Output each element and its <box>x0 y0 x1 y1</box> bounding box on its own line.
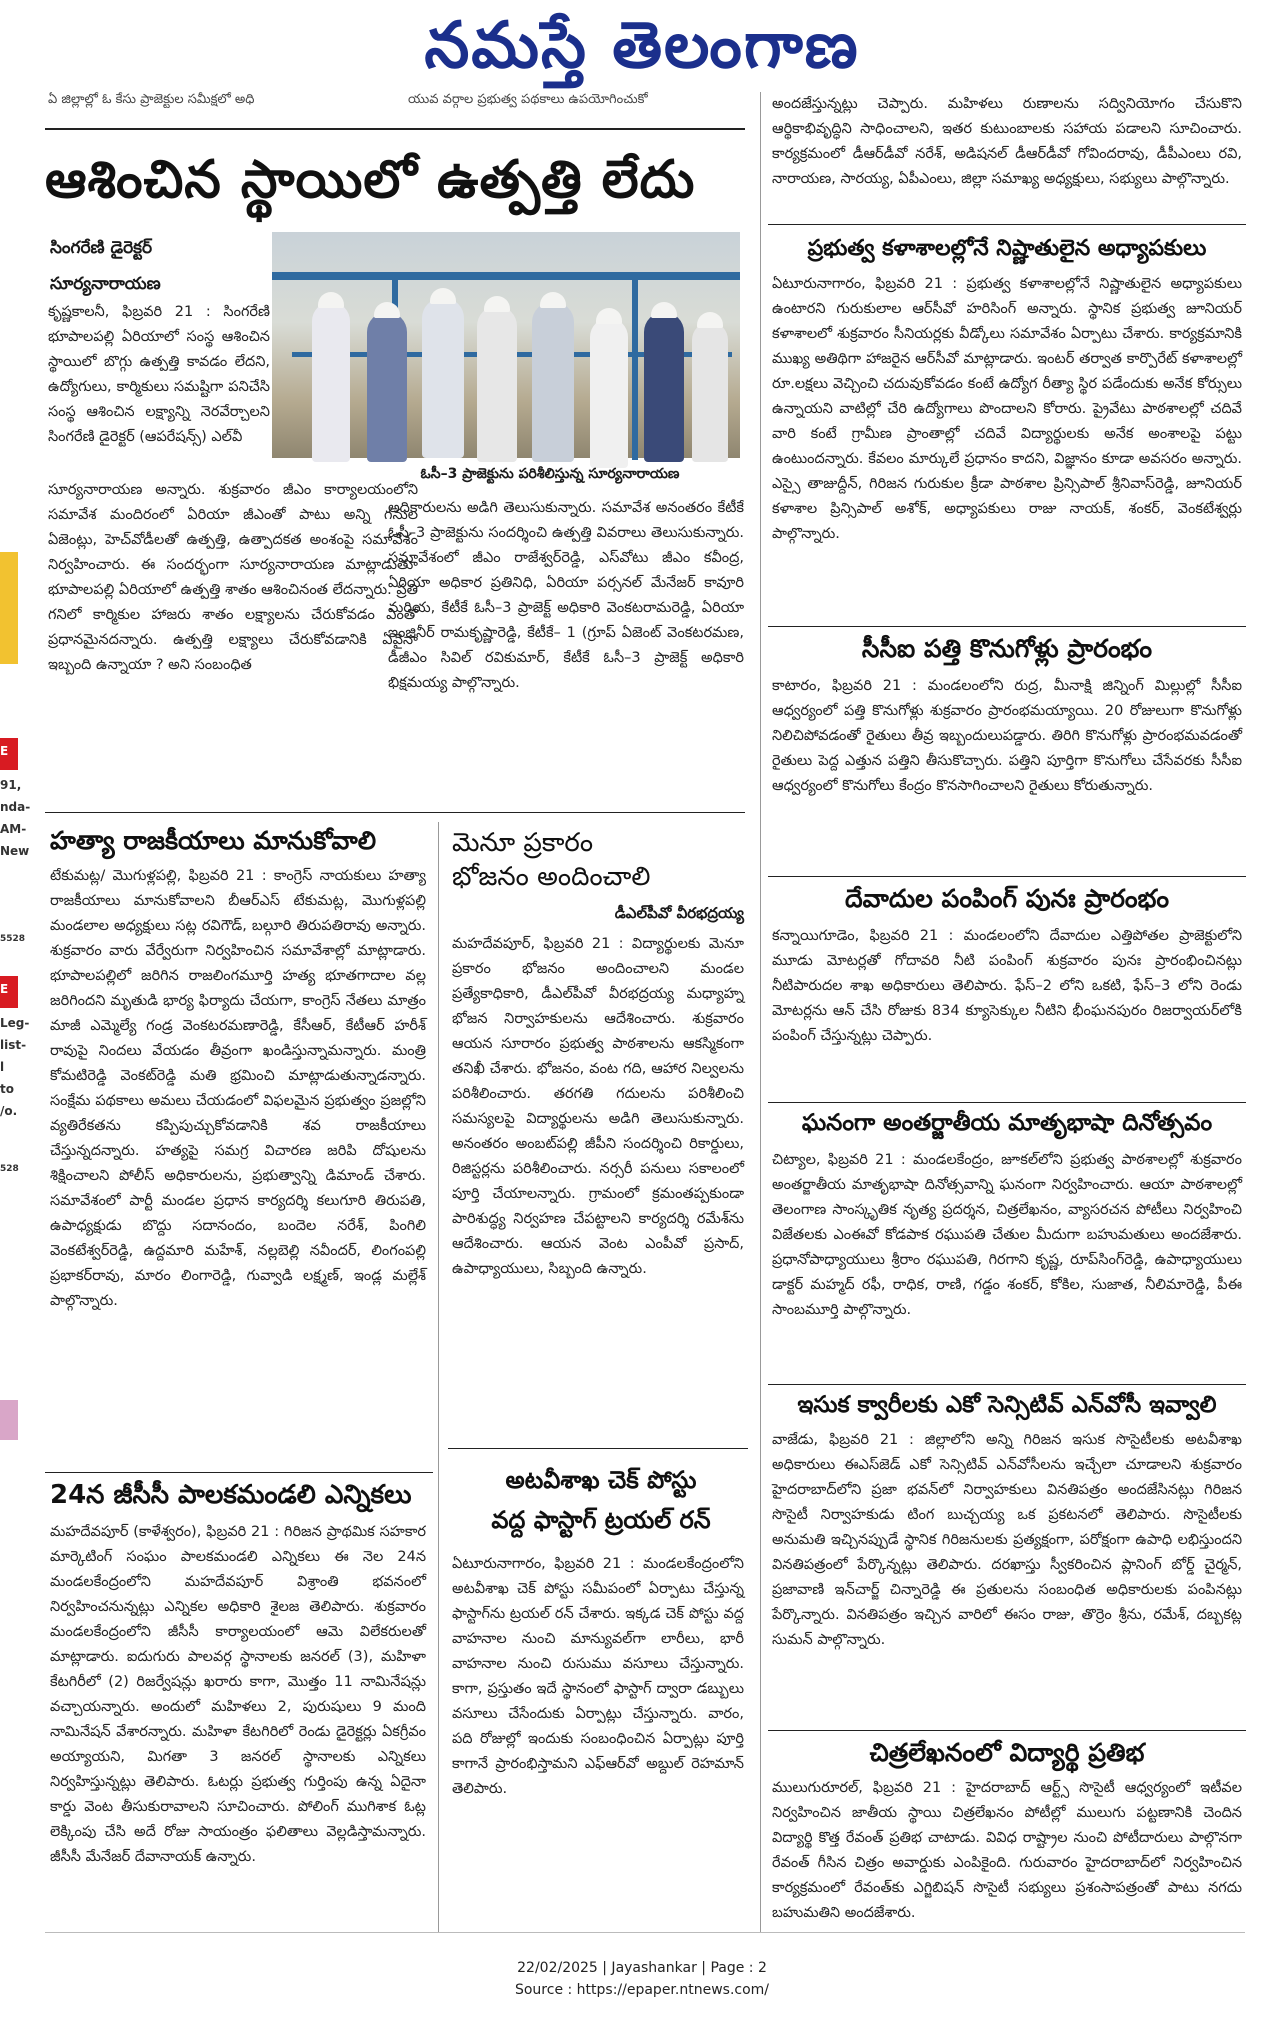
edge-number: 5528 <box>0 934 26 944</box>
lead-body-right: అధికారులను అడిగి తెలుసుకున్నారు. సమావేశ అనంతరం కేటీకే ఓసీ–3 ప్రాజెక్టును సందర్శించి ఉత్పత్తి వివరాలు తెలుసుకున్నారు. సమావేశంలో జీఎం రాజేశ్వర్‌రెడ్డి, ఎస్‌వోటు జీఎం కవీంద్ర, ఏరియా అధికార ప్రతినిధి, ఏరియా పర్సనల్ మేనేజర్ కావూరి మరియ, కేటీకే ఓసీ–3 ప్రాజెక్ట్ అధికారి వెంకటరామరెడ్డి, ఏరియా ఇంజినీర్ రామకృష్ణారెడ్డి, కేటీకే– 1 (గ్రూప్ ఏజెంట్ వెంకటరమణ, డీజీఎం సివిల్ రవికుమార్, కేటీకే ఓసీ–3 ప్రాజెక్ట్ అధికారి భిక్షమయ్య పాల్గొన్నారు. <box>388 500 744 691</box>
story-body: మహదేవపూర్ (కాళేశ్వరం), ఫిబ్రవరి 21 : గిరిజన ప్రాథమిక సహకార మార్కెటింగ్ సంఘం పాలకమండలి ఎన్నికలు ఈ నెల 24న మండలకేంద్రంలోని మహదేవపూర్ విశ్రాంతి భవనంలో నిర్వహించనున్నట్లు ఎన్నికల అధికారి శైలజ తెలిపారు. శుక్రవారం మండలకేంద్రంలోని జీసీసీ కార్యాలయంలో ఆమె విలేకరులతో మాట్లాడారు. ఐదుగురు పాలవర్గ స్థానాలకు జనరల్ (3), మహిళా కేటగిరీలో (2) రిజర్వేషన్లు ఖరారు కాగా, మొత్తం 11 నామినేషన్లు వచ్చాయన్నారు. అందులో మహిళలు 2, పురుషులు 9 మంది నామినేషన్ వేశారన్నారు. మహిళా కేటగిరిలో రెండు డైరెక్టర్లు ఏకగ్రీవం అయ్యాయని, మిగతా 3 జనరల్ స్థానాలకు ఎన్నికలు నిర్వహిస్తున్నట్లు తెలిపారు. ఓటర్లు ప్రభుత్వ గుర్తింపు ఉన్న ఏదైనా కార్డు వెంట తీసుకురావాలని సూచించారు. పోలింగ్ ముగిశాక ఓట్ల లెక్కింపు చేసి అదే రోజు సాయంత్రం ఫలితాలు వెల్లడిస్తామన్నారు. జీసీసీ మేనేజర్ దేవానాయక్ ఉన్నారు. <box>50 1524 426 1865</box>
byline-title: సింగరేణి డైరెక్టర్ <box>50 238 153 258</box>
story-body: టేకుమట్ల/ మొగుళ్లపల్లి, ఫిబ్రవరి 21 : కాంగ్రెస్ నాయకులు హత్యా రాజకీయాలు మానుకోవాలని బీఆర్‌ఎస్ టేకుమట్ల, మొగుళ్లపల్లి మండలాల అధ్యక్షులు సట్ల రవిగౌడ్, బల్గూరి తిరుపతిరావు అన్నారు. శుక్రవారం వారు వేర్వేరుగా నిర్వహించిన సమావేశాల్లో మాట్లాడారు. భూపాలపల్లిలో జరిగిన రాజలింగమూర్తి హత్య భూతగాదాల వల్ల జరిగిందని మృతుడి భార్య ఫిర్యాదు చేయగా, కాంగ్రెస్ నేతలు మాత్రం మాజీ ఎమ్మెల్యే గండ్ర వెంకటరమణారెడ్డి, కేసీఆర్, కేటీఆర్ హరీశ్ రావుపై నిందలు వేయడం తీవ్రంగా ఖండిస్తున్నామన్నారు. మంత్రి కోమటిరెడ్డి వెంకట్‌రెడ్డి మతి భ్రమించి మాట్లాడుతున్నాడన్నారు. సంక్షేమ పథకాలు అమలు చేయడంలో విఫలమైన ప్రభుత్వం ప్రజల్లోని వ్యతిరేకతను కప్పిపుచ్చుకోవడానికి శవ రాజకీయాలు చేస్తున్నదన్నారు. హత్యపై సమగ్ర విచారణ జరిపి దోషులను శిక్షించాలని పోలీస్ అధికారులను, ప్రభుత్వాన్ని డిమాండ్ చేశారు. సమావేశంలో పార్టీ మండల ప్రధాన కార్యదర్శి కలుగూరి తిరుపతి, ఉపాధ్యక్షుడు బొద్దు సదానందం, బందెల నరేశ్, పింగిలి వెంకటేశ్వర్‌రెడ్డి, ఉద్దమారి మహేశ్, నల్లబెల్లి నవీందర్, లింగంపల్లి ప్రభాకర్‌రావు, మారం లింగారెడ్డి, గువ్వాడి లక్ష్మణ్, ఇండ్ల మల్లేశ్ పాల్గొన్నారు. <box>50 868 426 1309</box>
lead-body-intro: కృష్ణకాలనీ, ఫిబ్రవరి 21 : సింగరేణి భూపాలపల్లి ఏరియాలో సంస్థ ఆశించిన స్థాయిలో బొగ్గు ఉత్పత్తి కావడం లేదని, ఉద్యోగులు, కార్మికులు సమష్టిగా పనిచేసి సంస్థ ఆశించిన లక్ష్యాన్ని నెరవేర్చాలని సింగరేణి డైరెక్టర్ (ఆపరేషన్స్) ఎల్‌వీ <box>48 304 270 445</box>
story-body: చిట్యాల, ఫిబ్రవరి 21 : మండలకేంద్రం, జూకల్‌లోని ప్రభుత్వ పాఠశాలల్లో శుక్రవారం అంతర్జాతీయ మాతృభాషా దినోత్సవాన్ని ఘనంగా నిర్వహించారు. ఆయా పాఠశాలల్లో తెలంగాణ సాంస్కృతిక నృత్య ప్రదర్శన, చిత్రలేఖనం, వ్యాసరచన పోటీలు నిర్వహించి విజేతలకు ఎంఈవో కోడపాక రఘుపతి చేతుల మీదుగా బహుమతులు అందజేశారు. ప్రధానోపాధ్యాయులు శ్రీరాం రఘుపతి, గిరగాని కృష్ణ, రూప్‌సింగ్‌రెడ్డి, ఉపాధ్యాయులు డాక్టర్ మహ్మద్ రఫీ, రాధిక, రాణి, గడ్డం శంకర్, కోకిల, సుజాత, నీలిమారెడ్డి, పీఈ సాంబమూర్తి పాల్గొన్నారు. <box>772 1152 1242 1318</box>
divider <box>768 1384 1246 1385</box>
story-title: హత్యా రాజకీయాలు మానుకోవాలి <box>50 826 377 855</box>
news-photo <box>272 232 740 458</box>
story-title-line1: మెనూ ప్రకారం <box>452 828 594 858</box>
story-title: ఘనంగా అంతర్జాతీయ మాతృభాషా దినోత్సవం <box>801 1110 1213 1136</box>
divider <box>45 1472 433 1473</box>
story-title: 24న జీసీసీ పాలకమండలి ఎన్నికలు <box>50 1480 412 1510</box>
story-title-line2: భోజనం అందించాలి <box>452 862 651 892</box>
edge-text: Leg- list- l to /o. <box>0 1016 30 1118</box>
cut-text-right: యువ వర్గాల ప్రభుత్వ పథకాలు ఉపయోగించుకో <box>408 92 648 107</box>
story-title: ఇసుక క్వారీలకు ఎకో సెన్సిటివ్ ఎన్‌వోసీ ఇవ్వాలి <box>797 1392 1217 1418</box>
newspaper-logo: నమస్తే తెలంగాణ <box>424 8 860 83</box>
lead-headline: ఆశించిన స్థాయిలో ఉత్పత్తి లేదు <box>45 150 696 210</box>
story-title: ప్రభుత్వ కళాశాలల్లోనే నిష్ణాతులైన అధ్యాపకులు <box>807 236 1207 261</box>
story-title: చిత్రలేఖనంలో విద్యార్థి ప్రతిభ <box>869 1738 1145 1767</box>
column-divider <box>760 92 761 1932</box>
story-subtitle: డీఎల్‌పీవో వీరభద్రయ్య <box>614 904 744 922</box>
story-body: ఏటూరునాగారం, ఫిబ్రవరి 21 : ప్రభుత్వ కళాశాలల్లోనే నిష్ణాతులైన అధ్యాపకులు ఉంటారని గురుకులాల ఆర్‌సీవో హరిసింగ్ అన్నారు. స్థానిక ప్రభుత్వ జూనియర్ కళాశాలలో శుక్రవారం సీనియర్లకు వీడ్కోలు సమావేశం ఏర్పాటు చేశారు. కార్యక్రమానికి ముఖ్య అతిథిగా హాజరైన ఆర్‌సీవో మాట్లాడారు. ఇంటర్ తర్వాత కార్పొరేట్ కళాశాలల్లో రూ.లక్షలు వెచ్చించి చదువుకోవడం కంటే ఉద్యోగ రీత్యా స్థిర పడేందుకు అనేక కోర్సులు ఉన్నాయని వాటిల్లో చేరి ఉద్యోగాలు పొందాలని కోరారు. ప్రైవేటు పాఠశాలల్లో చదివే వారి కంటే గ్రామీణ ప్రాంతాల్లో చదివే విద్యార్థులకు అనేక అంశాలపై పట్టు ఉంటుందన్నారు. కేవలం మార్కులే ప్రధానం కాదని, విజ్ఞానం కూడా అవసరం అన్నారు. ఎస్సై తాజుద్దీన్, గిరిజన గురుకుల క్రీడా పాఠశాల ప్రిన్సిపాల్ శ్రీనివాస్‌రెడ్డి, జూనియర్ కళాశాల ప్రిన్సిపాల్ అశోక్, అధ్యాపకులు రాజు నాయక్, శంకర్, వెంకటేశ్వర్లు పాల్గొన్నారు. <box>772 276 1242 542</box>
divider <box>45 128 745 130</box>
story-body: కాటారం, ఫిబ్రవరి 21 : మండలంలోని రుద్ర, మీనాక్షి జిన్నింగ్ మిల్లుల్లో సీసీఐ ఆధ్వర్యంలో పత్తి కొనుగోళ్లు శుక్రవారం ప్రారంభమయ్యాయి. 20 రోజులుగా కొనుగోళ్లు నిలిచిపోవడంతో రైతులు తీవ్ర ఇబ్బందులుపడ్డారు. తిరిగి కొనుగోళ్లు ప్రారంభమవడంతో రైతులు పెద్ద ఎత్తున పత్తిని తీసుకొచ్చారు. పత్తిని పూర్తిగా కొనుగోలు చేసేవరకు సీసీఐ ఆధ్వర్యంలో కొనుగోలు కేంద్రం కొనసాగించాలని రైతులు కోరుతున్నారు. <box>772 678 1242 794</box>
footer-source: Source : https://epaper.ntnews.com/ <box>514 1982 770 1998</box>
story-title: సీసీఐ పత్తి కొనుగోళ్లు ప్రారంభం <box>861 634 1153 663</box>
divider <box>768 626 1246 627</box>
divider <box>768 1730 1246 1731</box>
divider <box>768 876 1246 877</box>
footer-date: 22/02/2025 | Jayashankar | Page : 2 <box>517 1960 767 1976</box>
edge-number: 528 <box>0 1164 19 1174</box>
column-divider <box>438 822 439 1932</box>
edge-ad <box>0 1400 18 1440</box>
photo-caption: ఓసీ–3 ప్రాజెక్టును పరిశీలిస్తున్న సూర్యనారాయణ <box>420 466 680 482</box>
edge-letter: E <box>0 744 9 758</box>
divider <box>45 812 745 813</box>
story-body: వాజేడు, ఫిబ్రవరి 21 : జిల్లాలోని అన్ని గిరిజన ఇసుక సొసైటీలకు అటవీశాఖ అధికారులు ఈఎస్‌జెడ్ ఎకో సెన్సిటివ్ ఎన్‌వోసీలను ఇచ్చేలా చూడాలని శుక్రవారం హైదరాబాద్‌లోని ప్రజా భవన్‌లో నిర్వాహకులు వినతిపత్రం అందజేసినట్లు గిరిజన సొసైటీ నిర్వాహకుడు టింగ బుచ్చయ్య ఒక ప్రకటనలో తెలిపారు. సొసైటీలకు అనుమతి ఇచ్చినప్పుడే స్థానిక గిరిజనులకు ప్రత్యక్షంగా, పరోక్షంగా ఉపాధి లభిస్తుందని వినతిపత్రంలో పేర్కొన్నట్లు తెలిపారు. దరఖాస్తు స్వీకరించిన ప్లానింగ్ బోర్డ్ చైర్మన్, ప్రజావాణి ఇన్‌చార్జ్ చిన్నారెడ్డి ఈ ప్రతులను సంబంధిత అధికారులకు పంపినట్లు పేర్కొన్నారు. వినతిపత్రం ఇచ్చిన వారిలో ఈసం రాజు, తొర్రెం శ్రీను, రమేశ్, దబ్బకట్ల సుమన్ పాల్గొన్నారు. <box>772 1432 1242 1648</box>
edge-text: 91, nda- AM- New <box>0 778 31 858</box>
edge-letter: E <box>0 982 9 996</box>
story-title-line1: అటవీశాఖ చెక్ పోస్టు <box>505 1466 697 1494</box>
divider <box>768 1102 1246 1103</box>
story-body: ఏటూరునాగారం, ఫిబ్రవరి 21 : మండలకేంద్రంలోని అటవీశాఖ చెక్ పోస్టు సమీపంలో ఏర్పాటు చేస్తున్న ఫాస్టాగ్‌ను ట్రయల్ రన్ చేశారు. ఇక్కడ చెక్ పోస్టు వద్ద వాహనాల నుంచి మాన్యువల్‌గా లారీలు, భారీ వాహనాల నుంచి రుసుము వసూలు చేస్తున్నారు. కాగా, ప్రస్తుతం ఇదే స్థానంలో ఫాస్టాగ్ ద్వారా డబ్బులు వసూలు చేసేందుకు ఏర్పాట్లు చేస్తున్నారు. వారం, పది రోజుల్లో ఇందుకు సంబంధించిన ఏర్పాట్లు పూర్తి కాగానే ప్రారంభిస్తామని ఎఫ్‌ఆర్‌వో అబ్దుల్ రెహమాన్ తెలిపారు. <box>452 1556 744 1797</box>
story-title: దేవాదుల పంపింగ్ పునః ప్రారంభం <box>844 884 1170 913</box>
divider <box>45 1932 1245 1933</box>
byline-name: సూర్యనారాయణ <box>50 274 161 294</box>
divider <box>768 224 1246 225</box>
cut-text-left: ఏ జిల్లాల్లో ఓ కేసు ప్రాజెక్టుల సమీక్షలో అధి <box>48 92 255 107</box>
continued-text: అందజేస్తున్నట్లు చెప్పారు. మహిళలు రుణాలను సద్వినియోగం చేసుకొని ఆర్థికాభివృద్ధిని సాధించాలని, ఇతర కుటుంబాలకు సహాయ పడాలని సూచించారు. కార్యక్రమంలో డీఆర్‌డీవో నరేశ్, అడిషనల్ డీఆర్‌డీవో గోవిందరావు, డీపీఎంలు రవి, నారాయణ, సారయ్య, ఏపీఎంలు, జిల్లా సమాఖ్య అధ్యక్షులు, సభ్యులు పాల్గొన్నారు. <box>772 96 1242 187</box>
divider <box>448 1448 748 1449</box>
story-body: కన్నాయిగూడెం, ఫిబ్రవరి 21 : మండలంలోని దేవాదుల ఎత్తిపోతల ప్రాజెక్టులోని మూడు మోటర్లతో గోదావరి నీటి పంపింగ్ శుక్రవారం పునః ప్రారంభించినట్లు నీటిపారుదల శాఖ అధికారులు తెలిపారు. ఫేస్–2 లోని ఒకటి, ఫేస్–3 లోని రెండు మోటర్లను ఆన్ చేసి రోజుకు 834 క్యూసెక్కుల నీటిని భీంఘనపురం రిజర్వాయర్‌లోకి పంపింగ్ చేస్తున్నట్లు చెప్పారు. <box>772 928 1242 1044</box>
story-title-line2: వద్ద ఫాస్టాగ్ ట్రయల్ రన్ <box>491 1506 711 1534</box>
edge-ad <box>0 552 18 664</box>
masthead <box>0 0 1284 95</box>
story-body: మహదేవపూర్, ఫిబ్రవరి 21 : విద్యార్థులకు మెనూ ప్రకారం భోజనం అందించాలని మండల ప్రత్యేకాధికారి, డీఎల్‌పీవో వీరభద్రయ్య మధ్యాహ్న భోజన నిర్వాహకులను ఆదేశించారు. శుక్రవారం ఆయన సూరారం ప్రభుత్వ పాఠశాలను ఆకస్మికంగా తనిఖీ చేశారు. భోజనం, వంట గది, ఆహార నిల్వలను పరిశీలించారు. తరగతి గదులను పరిశీలించి సమస్యలపై విద్యార్థులను అడిగి తెలుసుకున్నారు. అనంతరం అంబట్‌పల్లి జీపీని సందర్శించి రికార్డులు, రిజిస్టర్లను పరిశీలించారు. నర్సరీ పనులు సకాలంలో పూర్తి చేయాలన్నారు. గ్రామంలో క్రమంతప్పకుండా పారిశుద్ధ్య నిర్వహణ చేపట్టాలని కార్యదర్శి రమేశ్‌ను ఆదేశించారు. ఆయన వెంట ఎంపీవో ప్రసాద్, ఉపాధ్యాయులు, సిబ్బంది ఉన్నారు. <box>452 936 744 1277</box>
story-body: ములుగురూరల్, ఫిబ్రవరి 21 : హైదరాబాద్ ఆర్ట్స్ సొసైటీ ఆధ్వర్యంలో ఇటీవల నిర్వహించిన జాతీయ స్థాయి చిత్రలేఖనం పోటీల్లో ములుగు పట్టణానికి చెందిన విద్యార్థి కొత్త రేవంత్ ప్రతిభ చాటాడు. వివిధ రాష్ట్రాల నుంచి పోటీదారులు పాల్గొనగా రేవంత్ గీసిన చిత్రం అవార్డుకు ఎంపికైంది. గురువారం హైదరాబాద్‌లో నిర్వహించిన కార్యక్రమంలో రేవంత్‌కు ఎగ్జిబిషన్ సొసైటీ సభ్యులు ప్రశంసాపత్రంతో పాటు నగదు బహుమతిని అందజేశారు. <box>772 1780 1242 1921</box>
lead-body-left: సూర్యనారాయణ అన్నారు. శుక్రవారం జీఎం కార్యాలయంలోని సమావేశ మందిరంలో ఏరియా జీఎంతో పాటు అన్ని గనుల ఏజెంట్లు, హెచ్‌వోడీలతో ఉత్పత్తి, ఉత్పాదకత అంశంపై సమావేశం నిర్వహించారు. ఈ సందర్భంగా సూర్యనారాయణ మాట్లాడుతూ భూపాలపల్లి ఏరియాలో ఉత్పత్తి శాతం ఆశించినంత లేదన్నారు. ప్రతి గనిలో కార్మికుల హాజరు శాతం లక్ష్యాలను చేరుకోవడం ఎంతో ప్రధానమైనదన్నారు. ఉత్పత్తి లక్ష్యాలు చేరుకోవడానికి ఏవైనా ఇబ్బంది ఉన్నాయా ? అని సంబంధిత <box>48 482 418 673</box>
